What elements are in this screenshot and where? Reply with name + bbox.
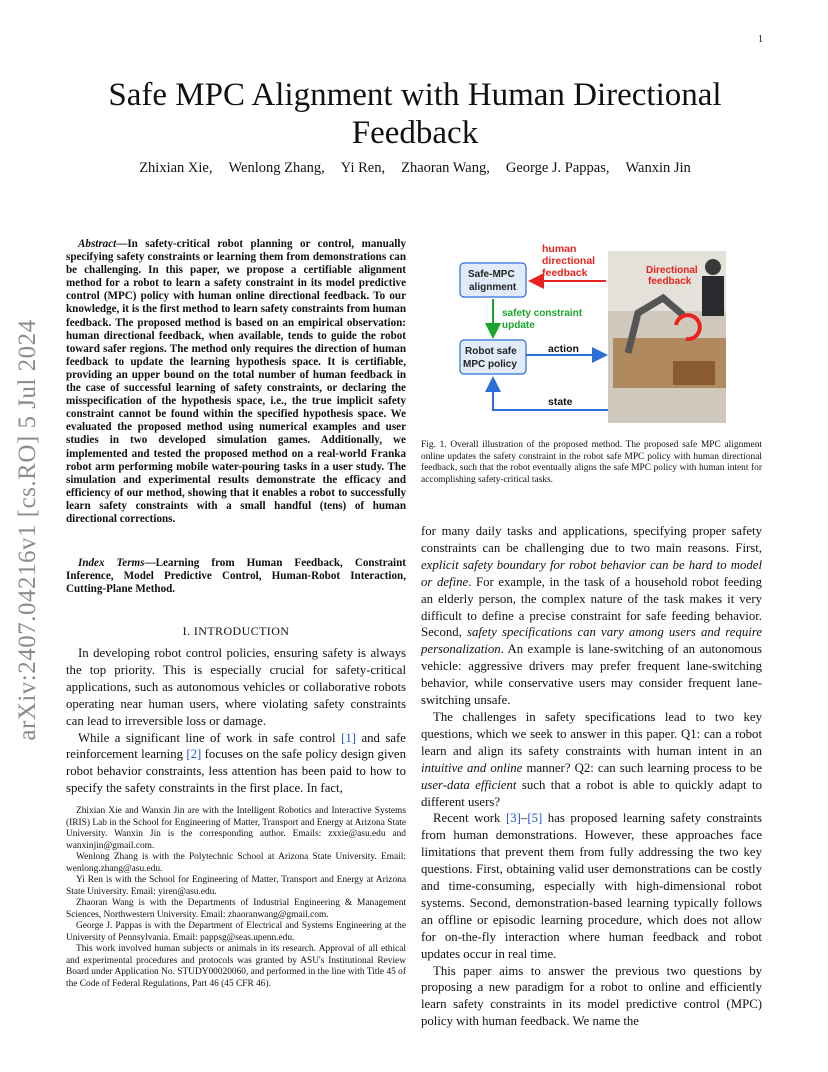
footnotes: [66, 806, 406, 990]
box-top-label: Safe-MPC alignment: [468, 269, 517, 293]
citation-link[interactable]: [2]: [186, 747, 202, 762]
footnote: Zhixian Xie and Wanxin Jin are with the Intelligent Robotics and Interactive Systems (IRIS) Lab in the School for Engineering of Matter, Transport and Energy at Arizona State University. Wanxin Jin is the corresponding author. Emails: zxxie@asu.edu and wanxinjin@gmail.com.: [66, 806, 406, 851]
footnote: This work involved human subjects or animals in its research. Approval of all ethical and experimental procedures and protocols was granted by ASU's Institutional Review Board under Application No. STUDY00020060, and performed in the line with Title 45 of the Code of Federal Regulations, Part 46 (45 CFR 46).: [66, 944, 406, 989]
footnote: Zhaoran Wang is with the Departments of Industrial Engineering & Management Sciences, Northwestern University. Email: zhaoranwang@gmail.com.: [66, 898, 406, 920]
citation-link[interactable]: [1]: [341, 730, 356, 745]
figure-1: [458, 243, 728, 425]
section-heading: I. INTRODUCTION: [182, 624, 290, 638]
author: Zhixian Xie,: [139, 160, 213, 176]
label-action: action: [548, 343, 579, 355]
abstract-text: —In safety-critical robot planning or control, manually specifying safety constraints or learning them from demonstrations can be challenging. In this paper, we propose a certifiable alignment method for a robot to learn a safety constraint in its model predictive control (MPC) policy with human online directional feedback. To our knowledge, it is the first method to learn safety constraints from human feedback. The proposed method is based on an empirical observation: human directional feedback, when available, tends to guide the robot toward safer regions. The method only requires the direction of human feedback to update the learning hypothesis space. It is certifiable, providing an upper bound on the total number of human feedback in the case of successful learning of safety constraints, or declaring the misspecification of the hypothesis space, i.e., the true implicit safety constraint cannot be found within the specified hypothesis space. We evaluated the proposed method using numerical examples and user studies in two developed simulation games. Additionally, we implemented and tested the proposed method on a real-world Franka robot arm performing mobile water-pouring tasks in a user study. The simulation and experimental results demonstrate the efficacy and efficiency of our method, showing that it enables a robot to successfully learn safety constraints with a small handful (tens) of human directional corrections.: [66, 238, 406, 525]
box-bottom-label: Robot safe MPC policy: [463, 346, 517, 370]
footnote: Yi Ren is with the School for Engineering of Matter, Transport and Energy at Arizona State University. Email: yiren@asu.edu.: [66, 875, 406, 897]
abstract-label: Abstract: [78, 238, 117, 250]
paragraph: This paper aims to answer the previous two questions by proposing a new paradigm for a robot to online and efficiently learn safety constraints in its model predictive control (MPC) policy with human feedback. We name the: [421, 963, 762, 1029]
figure-diagram: [458, 243, 728, 425]
label-human-feedback: human directional feedback: [542, 243, 596, 279]
citation-link[interactable]: [3]: [505, 811, 521, 826]
index-terms: [66, 557, 406, 596]
author: George J. Pappas,: [505, 160, 610, 176]
paragraph: Recent work [3]–[5] has proposed learning safety constraints from human demonstrations. However, these approaches face limitations that prevent them from fully addressing the two key questions. First, obtaining valid user demonstrations can be costly and time-consuming, especially with high-dimensional robot systems. Second, demonstration-based learning typically follows an offline or episodic learning procedure, which does not allow for on-the-fly interaction where human feedback and robot updates occur in real time.: [421, 811, 762, 961]
paragraph: The challenges in safety specifications lead to two key questions, which we seek to answer in this paper. Q1: can a robot learn and align its safety constraints with human intent in an intuitive and online manner? Q2: can such learning process to be user-data efficient such that a robot is able to quickly adapt to different users?: [421, 709, 762, 809]
abstract: [66, 238, 406, 526]
author: Wenlong Zhang,: [228, 160, 325, 176]
paragraph: While a significant line of work in safe control [1] and safe reinforcement learning [2] focuses on the safe policy design given robot behavior constraints, less attention has been paid to how to specify the safety constraints in the first place. In fact,: [66, 730, 406, 796]
index-terms-text: —Learning from Human Feedback, Constraint Inference, Model Predictive Control, Human-Robot Interaction, Cutting-Plane Method.: [66, 557, 406, 596]
page-number: 1: [758, 34, 763, 45]
figure-caption: Fig. 1. Overall illustration of the proposed method. The proposed safe MPC alignment online updates the safety constraint in the robot safe MPC policy with human directional feedback, such that the robot eventually aligns the safe MPC policy with human intent for accomplishing safety-critical tasks.: [421, 440, 762, 485]
author: Yi Ren,: [340, 160, 386, 176]
author-list: [60, 160, 770, 177]
author: Wanxin Jin: [625, 160, 691, 176]
paragraph: for many daily tasks and applications, specifying proper safety constraints can be challenging due to two main reasons. First, explicit safety boundary for robot behavior can be hard to model or define. For example, in the task of a household robot feeding an elderly person, the complex nature of the task makes it very difficult to define a precise constraint for safe feeding behavior. Second, safety specifications can vary among users and require personalization. An example is lane-switching of an autonomous vehicle: aggressive drivers may prefer frequent lane-switching behavior, while conservative users may consider frequent lane-switching unsafe.: [421, 524, 762, 708]
paragraph: In developing robot control policies, ensuring safety is always the top priority. This is especially crucial for safety-critical applications, such as autonomous vehicles or collaborative robots operating near human users, where violating safety constraints can lead to irreversible loss or damage.: [66, 646, 406, 728]
footnote: George J. Pappas is with the Department of Electrical and Systems Engineering at the University of Pennsylvania. Email: pappsg@seas.upenn.edu.: [66, 921, 406, 943]
label-constraint-update: safety constraint update: [502, 308, 583, 331]
index-terms-label: Index Terms: [78, 557, 145, 569]
citation-link[interactable]: [5]: [527, 811, 543, 826]
label-state: state: [548, 396, 573, 408]
arxiv-watermark: [6, 300, 50, 760]
footnote: Wenlong Zhang is with the Polytechnic School at Arizona State University. Email: wenlong.zhang@asu.edu.: [66, 852, 406, 874]
photo-label: Directional feedback: [646, 265, 698, 287]
arxiv-id: arXiv:2407.04216v1 [cs.RO] 5 Jul 2024: [14, 319, 41, 741]
intro-left-column: [66, 645, 406, 797]
author: Zhaoran Wang,: [401, 160, 490, 176]
paper-title: Safe MPC Alignment with Human Directional Feedback: [108, 77, 722, 151]
intro-right-column: [421, 523, 762, 1030]
